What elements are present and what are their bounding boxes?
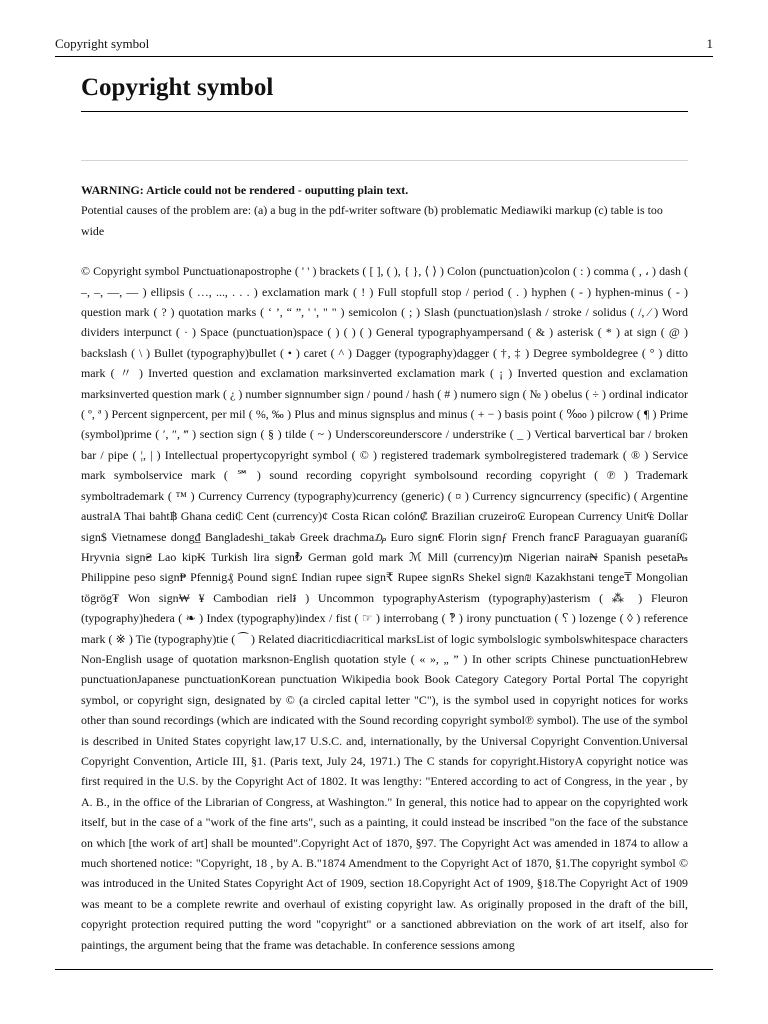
page-number: 1: [706, 36, 713, 51]
problem-causes: Potential causes of the problem are: (a) a bug in the pdf-writer software (b) problematic Mediawiki markup (c) table is too wide: [81, 203, 663, 238]
running-header: [55, 36, 713, 54]
running-title: Copyright symbol: [55, 36, 150, 51]
page-title: Copyright symbol: [81, 74, 274, 101]
section-divider: [81, 160, 688, 161]
article-body: © Copyright symbol Punctuationapostrophe ( ' ' ) brackets ( [ ], ( ), { }, ⟨ ⟩ ) Colon (punctuation)colon ( : ) comma ( , ، ) dash ( ‒, –, —, ― ) ellipsis ( …, ..., . . . ) exclamation mark ( ! ) Full stopfull stop / period ( . ) hyphen ( ‐ ) hyphen-minus ( - ) question mark ( ? ) quotation marks ( ‘ ’, “ ”, ' ', " " ) semicolon ( ; ) Slash (punctuation)slash / stroke / solidus ( /, ⁄ ) Word dividers interpunct ( · ) Space (punctuation)space ( ) ( ) ( ) General typographyampersand ( & ) asterisk ( * ) at sign ( @ ) backslash ( \ ) Bullet (typography)bullet ( • ) caret ( ^ ) Dagger (typography)dagger ( †, ‡ ) Degree symboldegree ( ° ) ditto mark ( 〃 ) Inverted question and exclamation marksinverted exclamation mark ( ¡ ) Inverted question and exclamation marksinverted question mark ( ¿ ) number signnumber sign / pound / hash ( # ) numero sign ( № ) obelus ( ÷ ) ordinal indicator ( º, ª ) Percent signpercent, per mil ( %, ‰ ) Plus and minus signsplus and minus ( + − ) basis point ( ‱ ) pilcrow ( ¶ ) Prime (symbol)prime ( ′, ″, ‴ ) section sign ( § ) tilde ( ~ ) Underscoreunderscore / understrike ( _ ) Vertical barvertical bar / broken bar / pipe ( ¦, | ) Intellectual propertycopyright symbol ( © ) registered trademark symbolregistered trademark ( ® ) Service mark symbolservice mark ( ℠ ) sound recording copyright symbolsound recording copyright ( ℗ ) Trademark symboltrademark ( ™ ) Currency Currency (typography)currency (generic) ( ¤ ) Currency signcurrency (specific) ( Argentine australA Thai baht฿ Ghana cedi₵ Cent (currency)¢ Costa Rican colón₡ Brazilian cruzeiro₢ European Currency Unit₠ Dollar sign$ Vietnamese dong₫ Bangladeshi_taka৳ Greek drachma₯ Euro sign€ Florin signƒ French franc₣ Paraguayan guaraní₲ Hryvnia sign₴ Lao kip₭ Turkish lira sign₺ German gold mark ℳ Mill (currency)₥ Nigerian naira₦ Spanish peseta₧ Philippine peso sign₱ Pfennig₰ Pound sign£ Indian rupee sign₹ Rupee signRs Shekel sign₪ Kazakhstani tenge₸ Mongolian tögrög₮ Won sign₩ ¥ Cambodian riel៛ ) Uncommon typographyAsterism (typography)asterism ( ⁂ ) Fleuron (typography)hedera ( ❧ ) Index (typography)index / fist ( ☞ ) interrobang ( ‽ ) irony punctuation ( ⸮ ) lozenge ( ◊ ) reference mark ( ※ ) Tie (typography)tie ( ⁀ ) Related diacriticdiacritical marksList of logic symbolslogic symbolswhitespace characters Non-English usage of quotation marksnon-English quotation style ( « », „ ” ) In other scripts Chinese punctuationHebrew punctuationJapanese punctuationKorean punctuation Wikipedia book Book Category Category Portal Portal The copyright symbol, or copyright sign, designated by © (a circled capital letter "C"), is the symbol used in copyright notices for works other than sound recordings (which are indicated with the Sound recording copyright symbol℗ symbol). The use of the symbol is described in United States copyright law,17 U.S.C. and, internationally, by the Universal Copyright Convention.Universal Copyright Convention, Article III, §1. (Paris text, July 24, 1971.) The C stands for copyright.HistoryA copyright notice was first required in the U.S. by the Copyright Act of 1802. It was lengthy: "Entered according to act of Congress, in the year , by A. B., in the office of the Librarian of Congress, at Washington." In general, this notice had to appear on the copyrighted work itself, but in the case of a "work of the fine arts", such as a painting, it could instead be inscribed "on the face of the substance on which [the work of art] shall be mounted".Copyright Act of 1870, §97. The Copyright Act was amended in 1874 to allow a much shortened notice: "Copyright, 18 , by A. B."1874 Amendment to the Copyright Act of 1870, §1.The copyright symbol © was introduced in the United States Copyright Act of 1909, section 18.Copyright Act of 1909, §18.The Copyright Act of 1909 was meant to be a complete rewrite and overhaul of existing copyright law. As originally proposed in the draft of the bill, copyright protection required putting the word "copyright" or a sanctioned abbreviation on the work of art itself, also for paintings, the argument being that the frame was detachable. In conference sessions among: [81, 264, 688, 952]
footer-rule: [55, 969, 713, 970]
warning-message: WARNING: Article could not be rendered - ouputting plain text.: [81, 183, 409, 197]
header-rule: [55, 56, 713, 57]
article-content: [81, 180, 688, 955]
title-rule: [81, 111, 688, 112]
